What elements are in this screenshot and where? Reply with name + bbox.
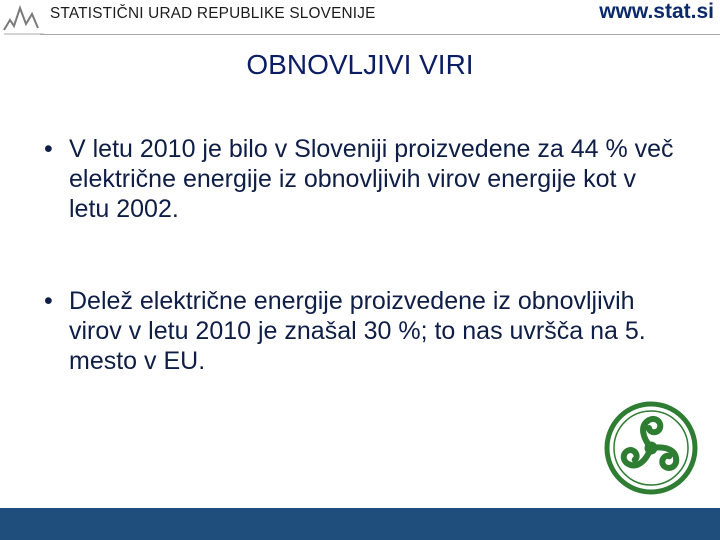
bullet-text: Delež električne energije proizvedene iz obnovljivih virov v letu 2010 je znašal 30 %; to nas uvršča na 5. mesto v EU. — [69, 287, 646, 375]
bullet-marker: • — [44, 287, 53, 315]
header-divider — [40, 34, 720, 35]
bullet-text: V letu 2010 je bilo v Sloveniji proizvedene za 44 % več električne energije iz obnovljivih virov energije kot v letu 2002. — [69, 135, 674, 223]
slide-title: OBNOVLJIVI VIRI — [246, 49, 474, 80]
header — [0, 0, 720, 36]
bullet-marker: • — [44, 135, 53, 163]
triskelion-emblem-icon — [603, 400, 699, 496]
sparkline-logo-icon — [2, 0, 46, 36]
website-url[interactable]: www.stat.si — [599, 0, 714, 23]
organization-name: STATISTIČNI URAD REPUBLIKE SLOVENIJE — [50, 5, 376, 22]
footer-bar — [0, 508, 720, 540]
